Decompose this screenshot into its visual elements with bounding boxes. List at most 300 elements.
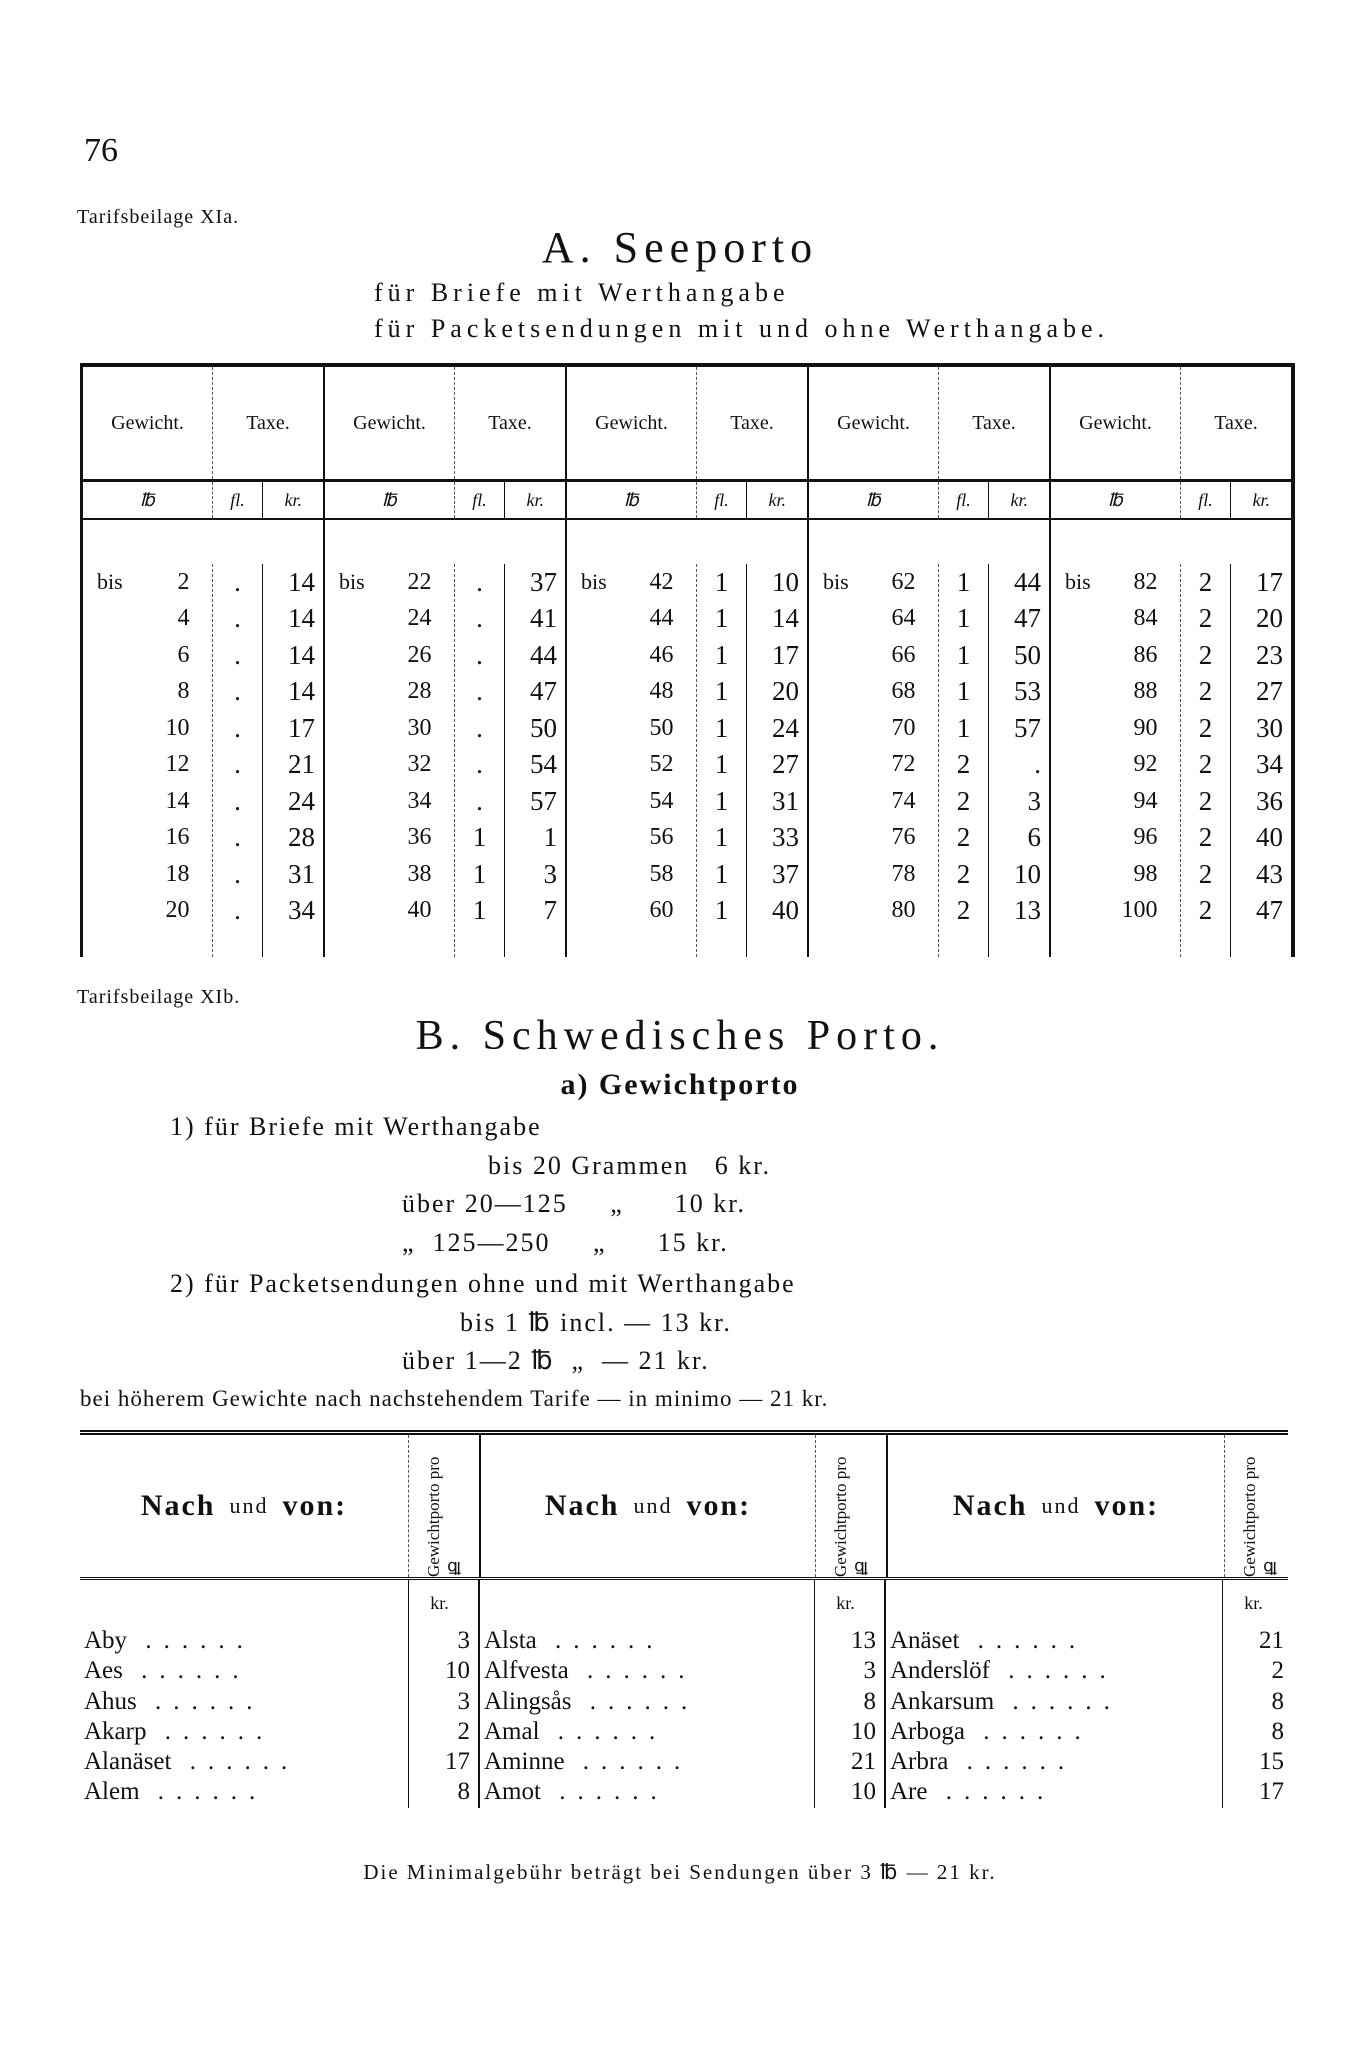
und: und xyxy=(633,1493,673,1518)
fl-cell: 2 xyxy=(1198,785,1213,816)
fl-cell: 1 xyxy=(714,785,729,816)
weight-value: 42 xyxy=(649,568,674,595)
place-label: Aby xyxy=(84,1627,128,1654)
fl-column xyxy=(939,564,990,957)
weight-value: 94 xyxy=(1133,787,1158,814)
names xyxy=(80,1580,408,1808)
weight-value: 28 xyxy=(407,678,432,705)
porto-value: 21 xyxy=(1259,1627,1284,1654)
kr-cell: 47 xyxy=(529,676,557,707)
weight-cell xyxy=(83,637,212,674)
weight-cell xyxy=(567,564,696,601)
unit-fl: fl. xyxy=(697,482,748,518)
weight-value: 68 xyxy=(891,678,916,705)
kr-cell: 57 xyxy=(529,785,557,816)
place-label: Are xyxy=(890,1778,928,1806)
unit-row xyxy=(325,482,565,520)
kr-cell: 20 xyxy=(771,676,799,707)
weight-value: 82 xyxy=(1133,568,1158,595)
fl-cell: 1 xyxy=(714,676,729,707)
header-tax: Taxe. xyxy=(488,411,532,434)
weight-value: 44 xyxy=(649,605,674,632)
weight-value: 74 xyxy=(891,787,916,814)
weight-cell xyxy=(1051,710,1180,747)
weight-value: 6 xyxy=(177,641,190,668)
place-name xyxy=(484,1626,814,1656)
weight-value: 18 xyxy=(165,860,190,887)
weight-value: 50 xyxy=(649,714,674,741)
fl-column xyxy=(455,564,506,957)
weight-value: 62 xyxy=(891,568,916,595)
weight-value: 30 xyxy=(407,714,432,741)
nach: Nach xyxy=(544,1489,620,1522)
unit-kr: kr. xyxy=(836,1593,855,1613)
header-row xyxy=(325,367,565,482)
fl-cell: 1 xyxy=(714,749,729,780)
fl-column xyxy=(1181,564,1232,957)
kr-cell: 21 xyxy=(287,749,315,780)
kr-cell: 10 xyxy=(1013,858,1041,889)
von: von: xyxy=(282,1489,348,1522)
bis-prefix: bis xyxy=(339,569,365,595)
header-tax: Taxe. xyxy=(1214,411,1258,434)
weight-value: 100 xyxy=(1121,897,1158,924)
weight-cell xyxy=(1051,637,1180,674)
rate-line: über 20—125 „ 10 kr. xyxy=(402,1189,746,1218)
fl-cell: 2 xyxy=(956,822,971,853)
weight-cell xyxy=(83,564,212,601)
fl-cell: 1 xyxy=(956,712,971,743)
weight-value: 92 xyxy=(1133,751,1158,778)
unit-kr: kr. xyxy=(1010,489,1028,510)
kr-column xyxy=(505,564,565,957)
place-label: Alanäset xyxy=(84,1748,172,1776)
fl-cell: . xyxy=(234,822,241,853)
weight-column xyxy=(567,564,697,957)
weight-cell xyxy=(809,564,938,601)
rate-line: „ 125—250 „ 15 kr. xyxy=(402,1228,729,1257)
weight-value: 24 xyxy=(407,605,432,632)
weight-column xyxy=(809,564,939,957)
porto-value: 8 xyxy=(1271,1717,1284,1745)
place-label: Alsta xyxy=(484,1627,537,1654)
kr-cell: 24 xyxy=(771,712,799,743)
leader-dots: ...... xyxy=(927,1778,1056,1806)
leader-dots: ...... xyxy=(171,1748,300,1776)
weight-value: 70 xyxy=(891,714,916,741)
kr-cell: 14 xyxy=(771,603,799,634)
unit-weight: ℔ xyxy=(809,482,939,518)
place-name xyxy=(84,1717,408,1747)
kr-cell: 27 xyxy=(771,749,799,780)
fl-cell: 2 xyxy=(956,858,971,889)
weight-value: 2 xyxy=(177,568,190,595)
header-row xyxy=(80,1435,1288,1580)
weight-group xyxy=(83,367,325,957)
weight-value: 84 xyxy=(1133,605,1158,632)
place-label: Amal xyxy=(484,1717,540,1745)
kr-cell: 34 xyxy=(1255,749,1283,780)
weight-column xyxy=(1051,564,1181,957)
rate-line: bis 1 ℔ incl. — 13 kr. xyxy=(460,1308,732,1337)
kr-cell: 27 xyxy=(1255,676,1283,707)
group-body xyxy=(809,520,1049,957)
weight-cell xyxy=(567,820,696,857)
unit-kr: kr. xyxy=(284,489,302,510)
header-nach-von xyxy=(888,1435,1224,1577)
fl-cell: 1 xyxy=(714,712,729,743)
weight-cell xyxy=(325,710,454,747)
unit-weight: ℔ xyxy=(1051,482,1181,518)
kr-cell: 36 xyxy=(1255,785,1283,816)
kr-cell: 7 xyxy=(543,895,557,926)
weight-value: 14 xyxy=(165,787,190,814)
weight-cell xyxy=(809,710,938,747)
place-name xyxy=(484,1717,814,1747)
weight-cell xyxy=(567,674,696,711)
weight-cell xyxy=(567,893,696,930)
group-body xyxy=(325,520,565,957)
place-name xyxy=(484,1687,814,1717)
fl-cell: 2 xyxy=(1198,639,1213,670)
fl-cell: 1 xyxy=(714,566,729,597)
bis-prefix: bis xyxy=(581,569,607,595)
place-name xyxy=(890,1717,1222,1747)
weight-value: 22 xyxy=(407,568,432,595)
values xyxy=(814,1580,884,1808)
unit-kr: kr. xyxy=(768,489,786,510)
gewichtporto-label: Gewichtporto pro ℔ xyxy=(424,1456,463,1577)
weight-cell xyxy=(1051,601,1180,638)
weight-cell xyxy=(1051,893,1180,930)
rate-line: 2) für Packetsendungen ohne und mit Werthangabe xyxy=(170,1269,796,1298)
weight-value: 26 xyxy=(407,641,432,668)
group-body xyxy=(1051,520,1291,957)
place-label: Alingsås xyxy=(484,1687,572,1715)
weight-value: 88 xyxy=(1133,678,1158,705)
porto-value: 21 xyxy=(851,1748,876,1776)
leader-dots: ...... xyxy=(964,1717,1093,1745)
weight-cell xyxy=(567,783,696,820)
bis-prefix: bis xyxy=(1065,569,1091,595)
fl-cell: 2 xyxy=(1198,858,1213,889)
kr-cell: 57 xyxy=(1013,712,1041,743)
kr-cell: 37 xyxy=(771,858,799,889)
place-name xyxy=(890,1687,1222,1717)
weight-value: 38 xyxy=(407,860,432,887)
place-name xyxy=(890,1777,1222,1807)
header-gewichtporto xyxy=(408,1435,479,1577)
header-tax: Taxe. xyxy=(972,411,1016,434)
fl-cell: 2 xyxy=(1198,895,1213,926)
unit-kr: kr. xyxy=(430,1593,449,1613)
kr-column xyxy=(263,564,323,957)
fl-cell: 1 xyxy=(714,822,729,853)
weight-group xyxy=(325,367,567,957)
place-label: Alem xyxy=(84,1778,140,1806)
kr-cell: 53 xyxy=(1013,676,1041,707)
weight-cell xyxy=(83,601,212,638)
kr-cell: 3 xyxy=(1027,785,1041,816)
weight-cell xyxy=(325,893,454,930)
weight-cell xyxy=(1051,564,1180,601)
weight-value: 76 xyxy=(891,824,916,851)
place-name xyxy=(484,1777,814,1807)
unit-weight: ℔ xyxy=(83,482,213,518)
header-weight: Gewicht. xyxy=(325,367,455,479)
weight-value: 48 xyxy=(649,678,674,705)
fl-cell: 2 xyxy=(1198,566,1213,597)
porto-value: 2 xyxy=(1271,1657,1284,1685)
kr-cell: 44 xyxy=(529,639,557,670)
kr-cell: 17 xyxy=(771,639,799,670)
unit-fl: fl. xyxy=(939,482,990,518)
header-row xyxy=(1051,367,1291,482)
weight-cell xyxy=(1051,856,1180,893)
place-name xyxy=(484,1656,814,1686)
kr-cell: 6 xyxy=(1027,822,1041,853)
header-tax: Taxe. xyxy=(246,411,290,434)
rate-line: bei höherem Gewichte nach nachstehendem Tarife — in minimo — 21 kr. xyxy=(80,1386,829,1411)
kr-cell: 24 xyxy=(287,785,315,816)
fl-cell: 1 xyxy=(714,895,729,926)
tarif-label-b: Tarifsbeilage XIb. xyxy=(77,986,241,1008)
leader-dots: ...... xyxy=(127,1627,255,1654)
weight-value: 66 xyxy=(891,641,916,668)
weight-cell xyxy=(325,820,454,857)
rate-line: über 1—2 ℔ „ — 21 kr. xyxy=(402,1346,710,1375)
porto-value: 8 xyxy=(1271,1687,1284,1715)
weight-value: 72 xyxy=(891,751,916,778)
names xyxy=(480,1580,814,1808)
weight-cell xyxy=(809,601,938,638)
weight-cell xyxy=(83,893,212,930)
kr-cell: 47 xyxy=(1255,895,1283,926)
kr-cell: 28 xyxy=(287,822,315,853)
fl-cell: . xyxy=(476,676,483,707)
weight-cell xyxy=(809,783,938,820)
porto-value: 8 xyxy=(457,1778,470,1806)
weight-cell xyxy=(809,637,938,674)
kr-cell: 13 xyxy=(1013,895,1041,926)
weight-cell xyxy=(83,674,212,711)
fl-cell: 1 xyxy=(956,603,971,634)
bis-prefix: bis xyxy=(97,569,123,595)
gewichtporto-label: Gewichtporto pro ℔ xyxy=(831,1456,870,1577)
group-body xyxy=(567,520,807,957)
weight-cell xyxy=(325,783,454,820)
fl-cell: . xyxy=(234,785,241,816)
table-body xyxy=(80,1580,1288,1808)
weight-value: 12 xyxy=(165,751,190,778)
rate-line: 1) für Briefe mit Werthangabe xyxy=(170,1112,542,1141)
fl-column xyxy=(697,564,748,957)
kr-cell: 50 xyxy=(529,712,557,743)
weight-group xyxy=(1051,367,1291,957)
weight-cell xyxy=(325,747,454,784)
place-label: Alfvesta xyxy=(484,1657,569,1685)
porto-value: 10 xyxy=(851,1778,876,1806)
weight-value: 54 xyxy=(649,787,674,814)
fl-cell: . xyxy=(234,566,241,597)
kr-cell: 54 xyxy=(529,749,557,780)
place-label: Anderslöf xyxy=(890,1657,990,1685)
unit-row xyxy=(1051,482,1291,520)
weight-value: 52 xyxy=(649,751,674,778)
place-name xyxy=(84,1687,408,1717)
fl-cell: . xyxy=(476,639,483,670)
place-name xyxy=(84,1656,408,1686)
nach: Nach xyxy=(140,1489,216,1522)
kr-cell: 31 xyxy=(287,858,315,889)
place-name xyxy=(84,1777,408,1807)
weight-cell xyxy=(1051,674,1180,711)
unit-kr: kr. xyxy=(526,489,544,510)
weight-value: 96 xyxy=(1133,824,1158,851)
weight-value: 34 xyxy=(407,787,432,814)
place-column xyxy=(478,1580,884,1808)
header-nach-von xyxy=(481,1435,815,1577)
porto-value: 3 xyxy=(863,1657,876,1685)
kr-cell: 10 xyxy=(771,566,799,597)
fl-cell: 1 xyxy=(714,858,729,889)
von: von: xyxy=(1094,1489,1160,1522)
page-number: 76 xyxy=(84,132,118,169)
header-row xyxy=(809,367,1049,482)
kr-cell: 47 xyxy=(1013,603,1041,634)
fl-cell: . xyxy=(234,676,241,707)
fl-cell: 1 xyxy=(714,603,729,634)
weight-cell xyxy=(809,674,938,711)
porto-value: 8 xyxy=(863,1687,876,1715)
place-label: Aminne xyxy=(484,1748,565,1776)
section-a-subtitle-1: für Briefe mit Werthangabe xyxy=(374,278,790,307)
weight-value: 64 xyxy=(891,605,916,632)
weight-value: 60 xyxy=(649,897,674,924)
unit-row xyxy=(83,482,323,520)
kr-cell: 31 xyxy=(771,785,799,816)
place-name xyxy=(484,1747,814,1777)
place-label: Arboga xyxy=(890,1717,965,1745)
weight-cell xyxy=(809,820,938,857)
place-name xyxy=(890,1626,1222,1656)
unit-fl: fl. xyxy=(455,482,506,518)
leader-dots: ...... xyxy=(536,1627,665,1654)
porto-value: 17 xyxy=(1259,1778,1284,1806)
leader-dots: ...... xyxy=(989,1657,1118,1685)
rate-line: bis 20 Grammen 6 kr. xyxy=(488,1151,772,1180)
porto-value: 2 xyxy=(457,1717,470,1745)
nach: Nach xyxy=(952,1489,1028,1522)
header-group xyxy=(80,1435,479,1577)
kr-cell: 20 xyxy=(1255,603,1283,634)
weight-cell xyxy=(567,747,696,784)
weight-value: 78 xyxy=(891,860,916,887)
fl-cell: 1 xyxy=(472,822,487,853)
header-weight: Gewicht. xyxy=(83,367,213,479)
porto-value: 17 xyxy=(445,1748,470,1776)
weight-value: 86 xyxy=(1133,641,1158,668)
fl-cell: . xyxy=(476,785,483,816)
fl-column xyxy=(213,564,264,957)
fl-cell: 2 xyxy=(1198,603,1213,634)
unit-kr: kr. xyxy=(1244,1593,1263,1613)
place-label: Akarp xyxy=(84,1717,147,1745)
kr-cell: 50 xyxy=(1013,639,1041,670)
place-name xyxy=(890,1747,1222,1777)
kr-cell: 34 xyxy=(287,895,315,926)
weight-cell xyxy=(567,601,696,638)
fl-cell: 1 xyxy=(714,639,729,670)
place-label: Ankarsum xyxy=(890,1687,995,1715)
weight-cell xyxy=(809,747,938,784)
unit-weight: ℔ xyxy=(325,482,455,518)
weight-value: 36 xyxy=(407,824,432,851)
weight-cell xyxy=(83,710,212,747)
fl-cell: 2 xyxy=(956,895,971,926)
kr-cell: 44 xyxy=(1013,566,1041,597)
header-row xyxy=(83,367,323,482)
place-label: Anäset xyxy=(890,1627,960,1654)
weight-cell xyxy=(809,856,938,893)
weight-cell xyxy=(83,856,212,893)
leader-dots: ...... xyxy=(959,1627,1088,1654)
weight-cell xyxy=(83,820,212,857)
kr-cell: 33 xyxy=(771,822,799,853)
fl-cell: 2 xyxy=(956,785,971,816)
weight-cell xyxy=(809,893,938,930)
header-tax: Taxe. xyxy=(730,411,774,434)
weight-value: 16 xyxy=(165,824,190,851)
fl-cell: . xyxy=(234,639,241,670)
weight-value: 8 xyxy=(177,678,190,705)
kr-cell: 30 xyxy=(1255,712,1283,743)
tarif-label-a: Tarifsbeilage XIa. xyxy=(77,206,240,228)
kr-cell: 40 xyxy=(771,895,799,926)
weight-group xyxy=(567,367,809,957)
und: und xyxy=(1041,1493,1081,1518)
footer-note: Die Minimalgebühr beträgt bei Sendungen über 3 ℔ — 21 kr. xyxy=(363,1860,997,1884)
header-weight: Gewicht. xyxy=(809,367,939,479)
place-name xyxy=(84,1626,408,1656)
header-weight: Gewicht. xyxy=(567,367,697,479)
porto-value: 13 xyxy=(851,1627,876,1654)
weight-cell xyxy=(567,856,696,893)
porto-value: 15 xyxy=(1259,1748,1284,1776)
porto-value: 10 xyxy=(445,1657,470,1685)
header-gewichtporto xyxy=(1224,1435,1295,1577)
kr-cell: 14 xyxy=(287,603,315,634)
place-name xyxy=(890,1656,1222,1686)
leader-dots: ...... xyxy=(564,1748,693,1776)
fl-cell: . xyxy=(476,712,483,743)
kr-column xyxy=(1231,564,1291,957)
kr-cell: . xyxy=(1034,749,1041,780)
values xyxy=(408,1580,478,1808)
weight-value: 80 xyxy=(891,897,916,924)
place-column xyxy=(884,1580,1292,1808)
leader-dots: ...... xyxy=(539,1717,668,1745)
kr-cell: 17 xyxy=(1255,566,1283,597)
leader-dots: ...... xyxy=(571,1687,700,1715)
schwedisches-porto-table xyxy=(80,1430,1288,1808)
weight-column xyxy=(83,564,213,957)
kr-cell: 37 xyxy=(529,566,557,597)
header-gewichtporto xyxy=(815,1435,886,1577)
names xyxy=(886,1580,1222,1808)
header-weight: Gewicht. xyxy=(1051,367,1181,479)
porto-value: 3 xyxy=(457,1627,470,1654)
